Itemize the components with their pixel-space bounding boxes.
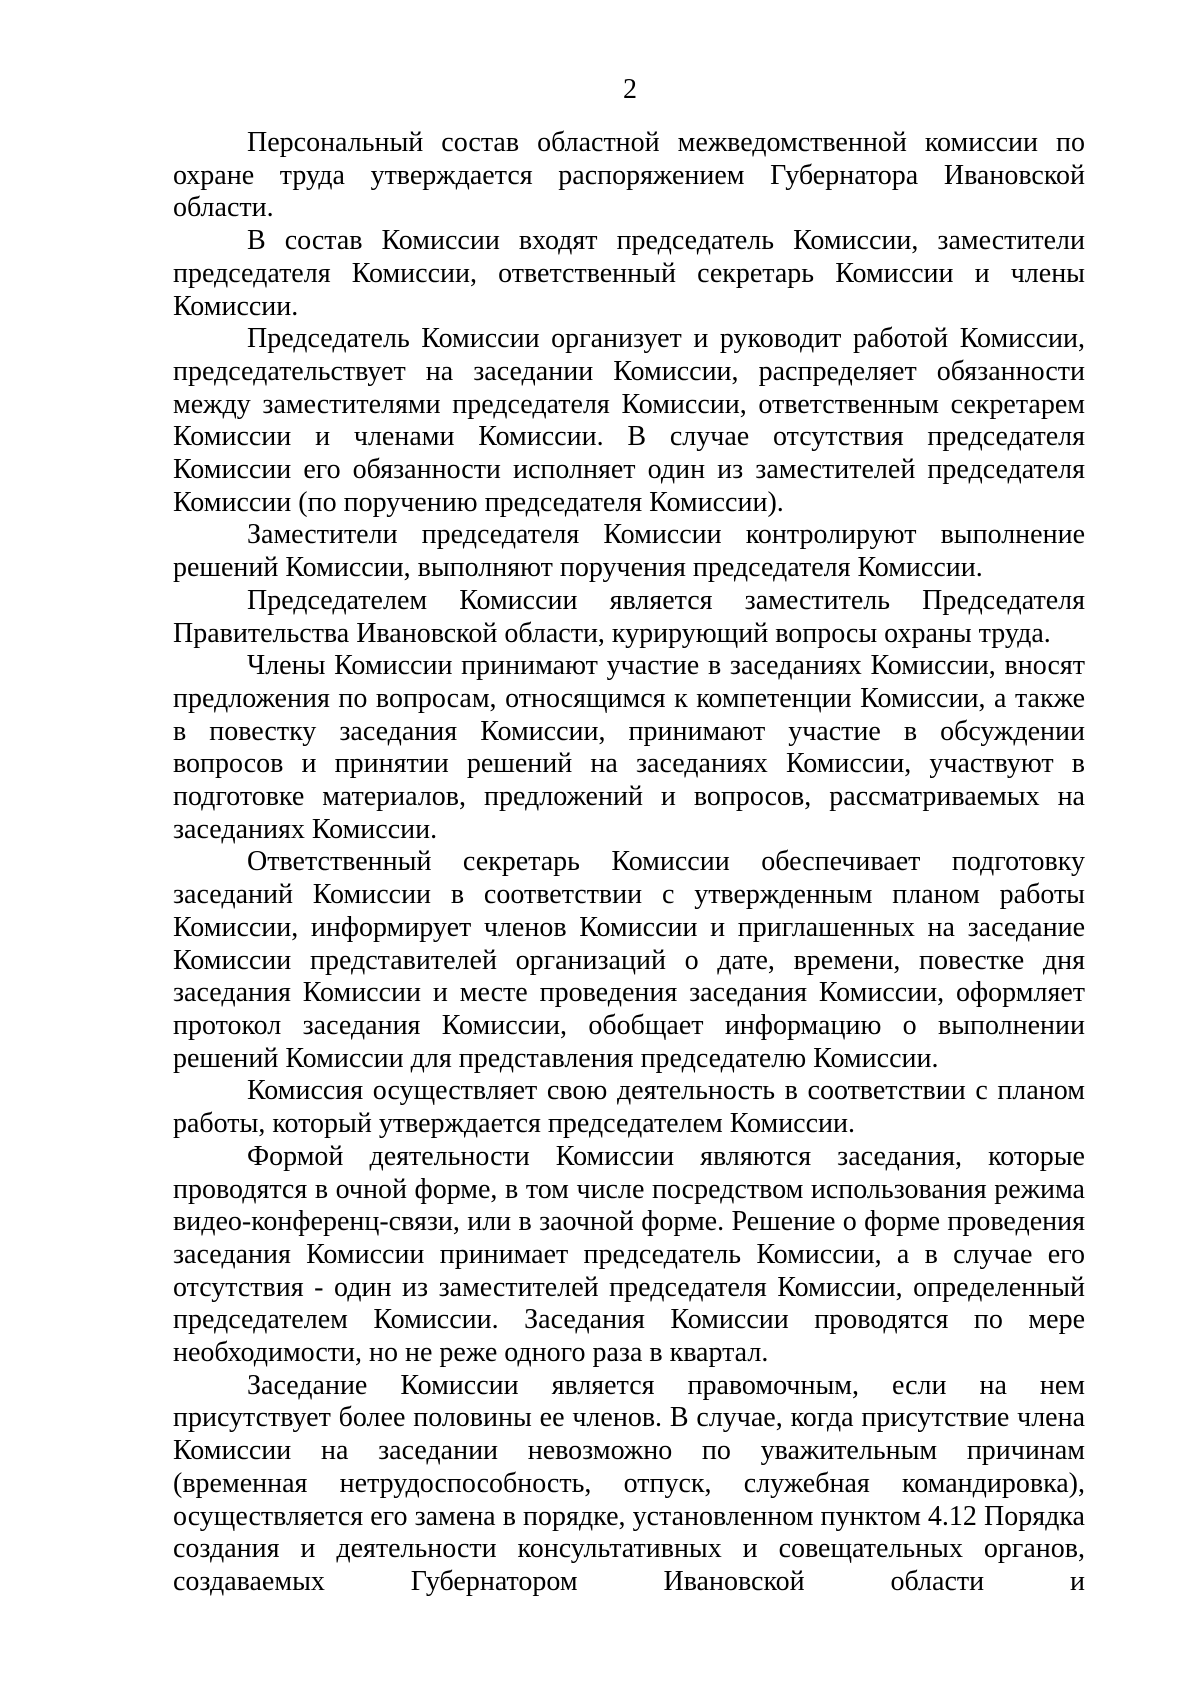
document-body <box>173 127 1085 1599</box>
paragraph-quorum: Заседание Комиссии является правомочным, если на нем присутствует более половины ее членов. В случае, когда присутствие члена Комиссии на заседании невозможно по уважительным причинам (временная нетрудоспособность, отпуск, служебная командировка), осуществляется его замена в порядке, установленном пунктом 4.12 Порядка создания и деятельности консультативных и совещательных органов, создаваемых Губернатором Ивановской области и <box>173 1369 1085 1597</box>
page-number: 2 <box>623 74 637 105</box>
paragraph-member-duties: Члены Комиссии принимают участие в заседаниях Комиссии, вносят предложения по вопросам, относящимся к компетенции Комиссии, а также в повестку заседания Комиссии, принимают участие в обсуждении вопросов и принятии решений на заседаниях Комиссии, участвуют в подготовке материалов, предложений и вопросов, рассматриваемых на заседаниях Комиссии. <box>173 650 1085 845</box>
paragraph-secretary-duties: Ответственный секретарь Комиссии обеспечивает подготовку заседаний Комиссии в соответствии с утвержденным планом работы Комиссии, информирует членов Комиссии и приглашенных на заседание Комиссии представителей организаций о дате, времени, повестке дня заседания Комиссии и месте проведения заседания Комиссии, оформляет протокол заседания Комиссии, обобщает информацию о выполнении решений Комиссии для представления председателю Комиссии. <box>173 846 1085 1074</box>
paragraph-chairman-appointment: Председателем Комиссии является заместитель Председателя Правительства Ивановской области, курирующий вопросы охраны труда. <box>173 584 1085 649</box>
paragraph-chairman-duties: Председатель Комиссии организует и руководит работой Комиссии, председательствует на заседании Комиссии, распределяет обязанности между заместителями председателя Комиссии, ответственным секретарем Комиссии и членами Комиссии. В случае отсутствия председателя Комиссии его обязанности исполняет один из заместителей председателя Комиссии (по поручению председателя Комиссии). <box>173 323 1085 518</box>
paragraph-composition-approval: Персональный состав областной межведомственной комиссии по охране труда утверждается распоряжением Губернатора Ивановской области. <box>173 127 1085 224</box>
paragraph-meeting-form: Формой деятельности Комиссии являются заседания, которые проводятся в очной форме, в том числе посредством использования режима видео-конференц-связи, или в заочной форме. Решение о форме проведения заседания Комиссии принимает председатель Комиссии, а в случае его отсутствия - один из заместителей председателя Комиссии, определенный председателем Комиссии. Заседания Комиссии проводятся по мере необходимости, но не реже одного раза в квартал. <box>173 1140 1085 1369</box>
paragraph-deputy-duties: Заместители председателя Комиссии контролируют выполнение решений Комиссии, выполняют поручения председателя Комиссии. <box>173 519 1085 584</box>
paragraph-commission-members: В состав Комиссии входят председатель Комиссии, заместители председателя Комиссии, ответственный секретарь Комиссии и члены Комиссии. <box>173 225 1085 322</box>
paragraph-work-plan: Комиссия осуществляет свою деятельность в соответствии с планом работы, который утверждается председателем Комиссии. <box>173 1075 1085 1140</box>
